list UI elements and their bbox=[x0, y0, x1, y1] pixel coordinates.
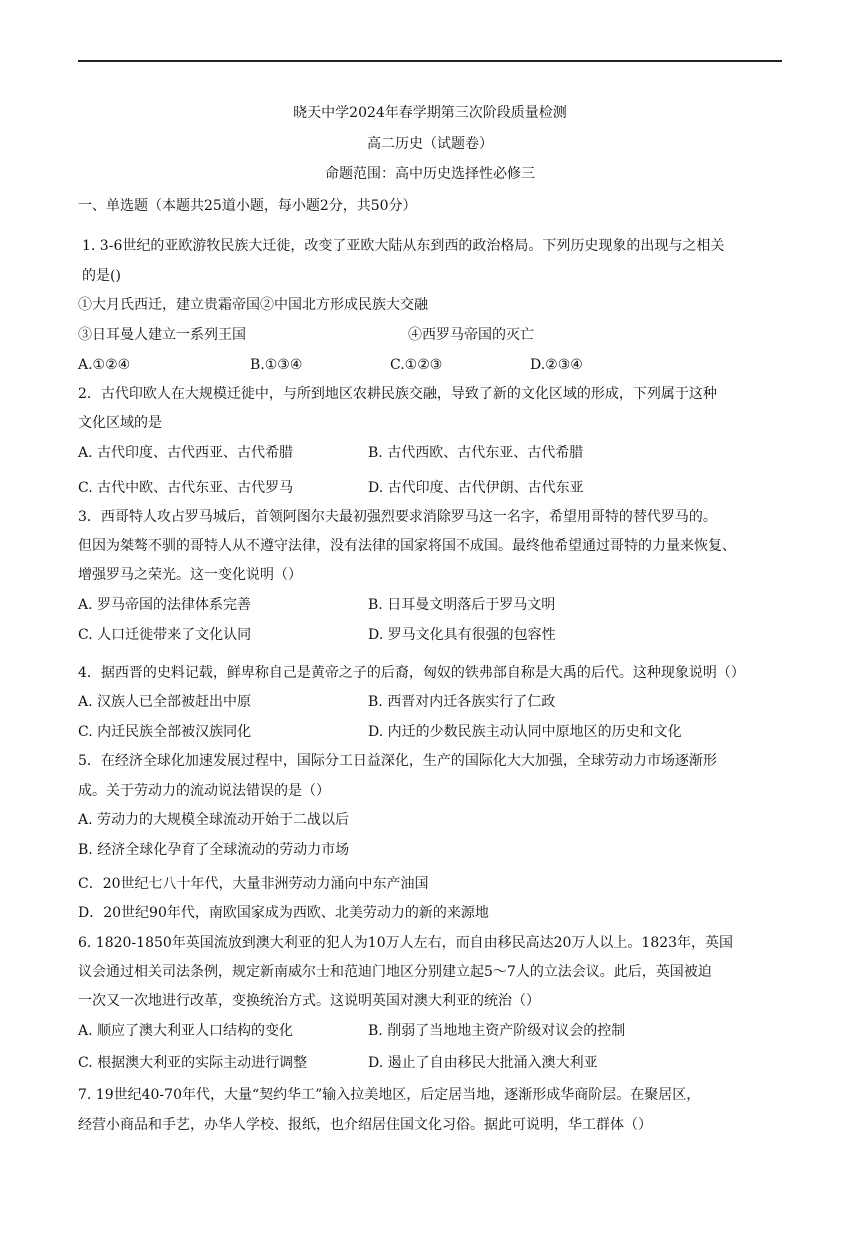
q3-option-c: C. 人口迁徙带来了文化认同 bbox=[78, 627, 252, 643]
exam-subject: 高二历史（试题卷） bbox=[367, 136, 493, 152]
q5-option-c: C．20世纪七八十年代，大量非洲劳动力涌向中东产油国 bbox=[78, 876, 429, 892]
q6-option-c: C. 根据澳大利亚的实际主动进行调整 bbox=[78, 1055, 308, 1071]
q5-option-b: B. 经济全球化孕育了全球流动的劳动力市场 bbox=[78, 842, 350, 858]
q1-item-3: ③日耳曼人建立一系列王国 bbox=[78, 327, 246, 343]
q2-option-b: B. 古代西欧、古代东亚、古代希腊 bbox=[368, 445, 584, 461]
q1-stem-line-1: 1. 3-6世纪的亚欧游牧民族大迁徙，改变了亚欧大陆从东到西的政治格局。下列历史现象的出现与之相关 bbox=[82, 238, 725, 254]
q3-option-d: D. 罗马文化具有很强的包容性 bbox=[368, 627, 556, 643]
q2-stem-line-1: 2．古代印欧人在大规模迁徙中，与所到地区农耕民族交融，导致了新的文化区域的形成，下列属于这种 bbox=[78, 386, 717, 402]
q1-option-d: D.②③④ bbox=[530, 357, 583, 373]
q6-option-d: D. 遏止了自由移民大批涌入澳大利亚 bbox=[368, 1055, 598, 1071]
q7-stem-line-2: 经营小商品和手艺，办华人学校、报纸，也介绍居住国文化习俗。据此可说明，华工群体（） bbox=[78, 1117, 652, 1133]
q1-item-4: ④西罗马帝国的灭亡 bbox=[408, 327, 534, 343]
q5-stem-line-2: 成。关于劳动力的流动说法错误的是（） bbox=[78, 783, 330, 799]
q1-option-a: A.①②④ bbox=[78, 357, 131, 373]
q7-stem-line-1: 7. 19世纪40-70年代，大量“契约华工”输入拉美地区，后定居当地，逐渐形成华商阶层。在聚居区， bbox=[78, 1087, 701, 1103]
q6-option-a: A. 顺应了澳大利亚人口结构的变化 bbox=[78, 1023, 294, 1039]
q3-option-a: A. 罗马帝国的法律体系完善 bbox=[78, 597, 252, 613]
q3-stem-line-2: 但因为桀骜不驯的哥特人从不遵守法律，没有法律的国家将国不成国。最终他希望通过哥特的力量来恢复、 bbox=[78, 538, 736, 554]
section-title: 一、单选题（本题共25道小题，每小题2分，共50分） bbox=[78, 198, 417, 214]
q1-stem-line-2: 的是() bbox=[82, 268, 121, 284]
q5-stem-line-1: 5．在经济全球化加速发展过程中，国际分工日益深化，生产的国际化大大加强，全球劳动力市场逐渐形 bbox=[78, 753, 717, 769]
exam-title: 晓天中学2024年春学期第三次阶段质量检测 bbox=[293, 105, 567, 121]
q6-stem-line-3: 一次又一次地进行改革，变换统治方式。这说明英国对澳大利亚的统治（） bbox=[78, 993, 540, 1009]
q2-option-a: A. 古代印度、古代西亚、古代希腊 bbox=[78, 445, 294, 461]
q4-option-d: D. 内迁的少数民族主动认同中原地区的历史和文化 bbox=[368, 724, 682, 740]
q4-option-a: A. 汉族人已全部被赶出中原 bbox=[78, 694, 252, 710]
q4-option-c: C. 内迁民族全部被汉族同化 bbox=[78, 724, 252, 740]
q2-option-d: D. 古代印度、古代伊朗、古代东亚 bbox=[368, 480, 584, 496]
q5-option-d: D．20世纪90年代，南欧国家成为西欧、北美劳动力的新的来源地 bbox=[78, 905, 489, 921]
q1-item-1-2: ①大月氏西迁，建立贵霜帝国②中国北方形成民族大交融 bbox=[78, 297, 428, 313]
q1-option-c: C.①②③ bbox=[390, 357, 443, 373]
q2-stem-line-2: 文化区域的是 bbox=[78, 415, 162, 431]
q5-option-a: A. 劳动力的大规模全球流动开始于二战以后 bbox=[78, 812, 350, 828]
q3-option-b: B. 日耳曼文明落后于罗马文明 bbox=[368, 597, 556, 613]
q6-stem-line-1: 6. 1820-1850年英国流放到澳大利亚的犯人为10万人左右，而自由移民高达20万人以上。1823年，英国 bbox=[78, 935, 734, 951]
q6-option-b: B. 削弱了当地地主资产阶级对议会的控制 bbox=[368, 1023, 626, 1039]
q3-stem-line-3: 增强罗马之荣光。这一变化说明（） bbox=[78, 567, 302, 583]
q6-stem-line-2: 议会通过相关司法条例，规定新南威尔士和范迪门地区分别建立起5～7人的立法会议。此后，英国被迫 bbox=[78, 964, 712, 980]
exam-scope: 命题范围：高中历史选择性必修三 bbox=[325, 166, 535, 182]
top-rule bbox=[78, 60, 782, 62]
q3-stem-line-1: 3．西哥特人攻占罗马城后，首领阿图尔夫最初强烈要求消除罗马这一名字，希望用哥特的替代罗马的。 bbox=[78, 509, 717, 525]
q4-stem-line-1: 4．据西晋的史料记载，鲜卑称自己是黄帝之子的后裔，匈奴的铁弗部自称是大禹的后代。这种现象说明（） bbox=[78, 665, 745, 681]
q4-option-b: B. 西晋对内迁各族实行了仁政 bbox=[368, 694, 556, 710]
q1-option-b: B.①③④ bbox=[250, 357, 303, 373]
q2-option-c: C. 古代中欧、古代东亚、古代罗马 bbox=[78, 480, 294, 496]
